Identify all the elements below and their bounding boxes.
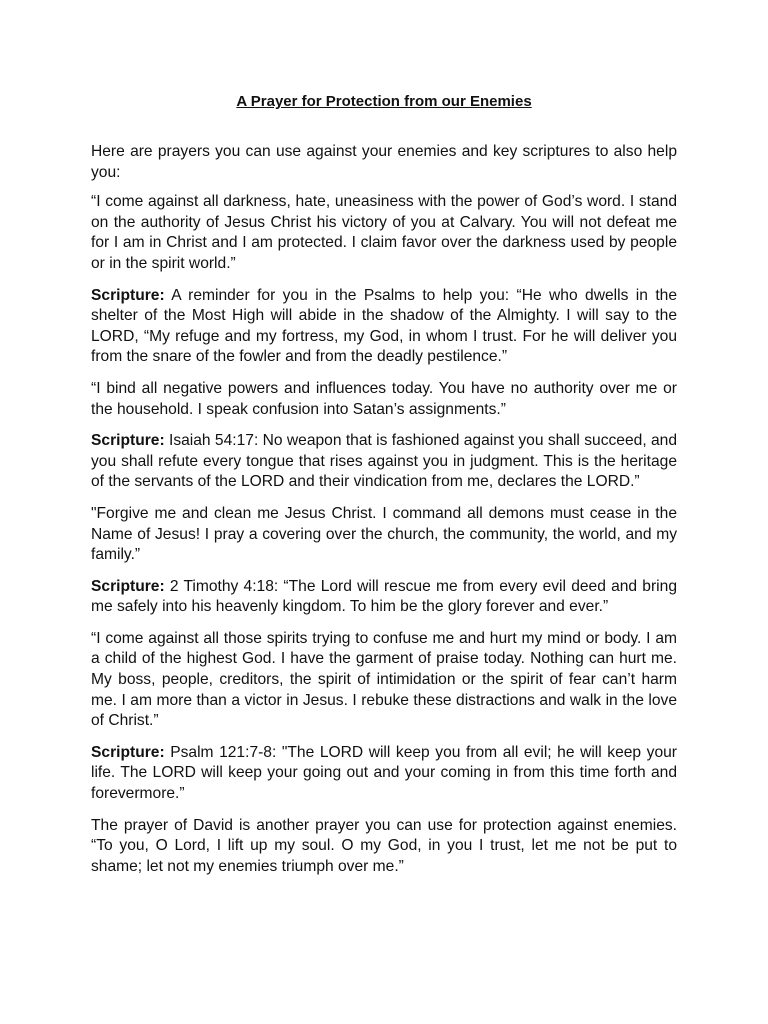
scripture-paragraph	[91, 286, 677, 368]
prayer-paragraph	[91, 504, 677, 566]
scripture-text: A reminder for you in the Psalms to help you: “He who dwells in the shelter of the Most High will abide in the shadow of the Almighty. I will say to the LORD, “My refuge and my fortress, my God, in whom I trust. For he will deliver you from the snare of the fowler and from the deadly pestilence.”	[91, 286, 677, 366]
scripture-text: 2 Timothy 4:18: “The Lord will rescue me from every evil deed and bring me safely into his heavenly kingdom. To him be the glory forever and ever.”	[91, 577, 677, 616]
scripture-paragraph	[91, 743, 677, 805]
prayer-paragraph	[91, 192, 677, 274]
scripture-text: Isaiah 54:17: No weapon that is fashioned against you shall succeed, and you shall refute every tongue that rises against you in judgment. This is the heritage of the servants of the LORD and their vindication from me, declares the LORD.”	[91, 432, 677, 491]
intro-paragraph	[91, 142, 677, 183]
scripture-label: Scripture:	[91, 286, 165, 304]
document-title: A Prayer for Protection from our Enemies	[236, 93, 532, 110]
document-page	[91, 92, 677, 888]
scripture-label: Scripture:	[91, 743, 165, 761]
closing-paragraph	[91, 816, 677, 878]
scripture-label: Scripture:	[91, 432, 165, 450]
prayer-paragraph	[91, 629, 677, 732]
closing-text: The prayer of David is another prayer you can use for protection against enemies. “To you, O Lord, I lift up my soul. O my God, in you I trust, let me not be put to shame; let not my enemies triumph over me.”	[91, 816, 677, 875]
scripture-label: Scripture:	[91, 577, 165, 595]
prayer-text: "Forgive me and clean me Jesus Christ. I command all demons must cease in the Name of Jesus! I pray a covering over the church, the community, the world, and my family.”	[91, 504, 677, 564]
scripture-text: Psalm 121:7-8: "The LORD will keep you from all evil; he will keep your life. The LORD will keep your going out and your coming in from this time forth and forevermore.”	[91, 743, 677, 803]
intro-text: Here are prayers you can use against your enemies and key scriptures to also help you:	[91, 143, 677, 181]
prayer-text: “I come against all darkness, hate, uneasiness with the power of God’s word. I stand on the authority of Jesus Christ his victory of you at Calvary. You will not defeat me for I am in Christ and I am protected. I claim favor over the darkness used by people or in the spirit world.”	[91, 193, 677, 272]
scripture-paragraph	[91, 577, 677, 618]
prayer-paragraph	[91, 379, 677, 420]
prayer-text: “I bind all negative powers and influences today. You have no authority over me or the household. I speak confusion into Satan’s assignments.”	[91, 379, 677, 418]
prayer-text: “I come against all those spirits trying to confuse me and hurt my mind or body. I am a child of the highest God. I have the garment of praise today. Nothing can hurt me. My boss, people, creditors, the spirit of intimidation or the spirit of fear can’t harm me. I am more than a victor in Jesus. I rebuke these distractions and walk in the love of Christ.”	[91, 629, 677, 730]
scripture-paragraph	[91, 431, 677, 493]
